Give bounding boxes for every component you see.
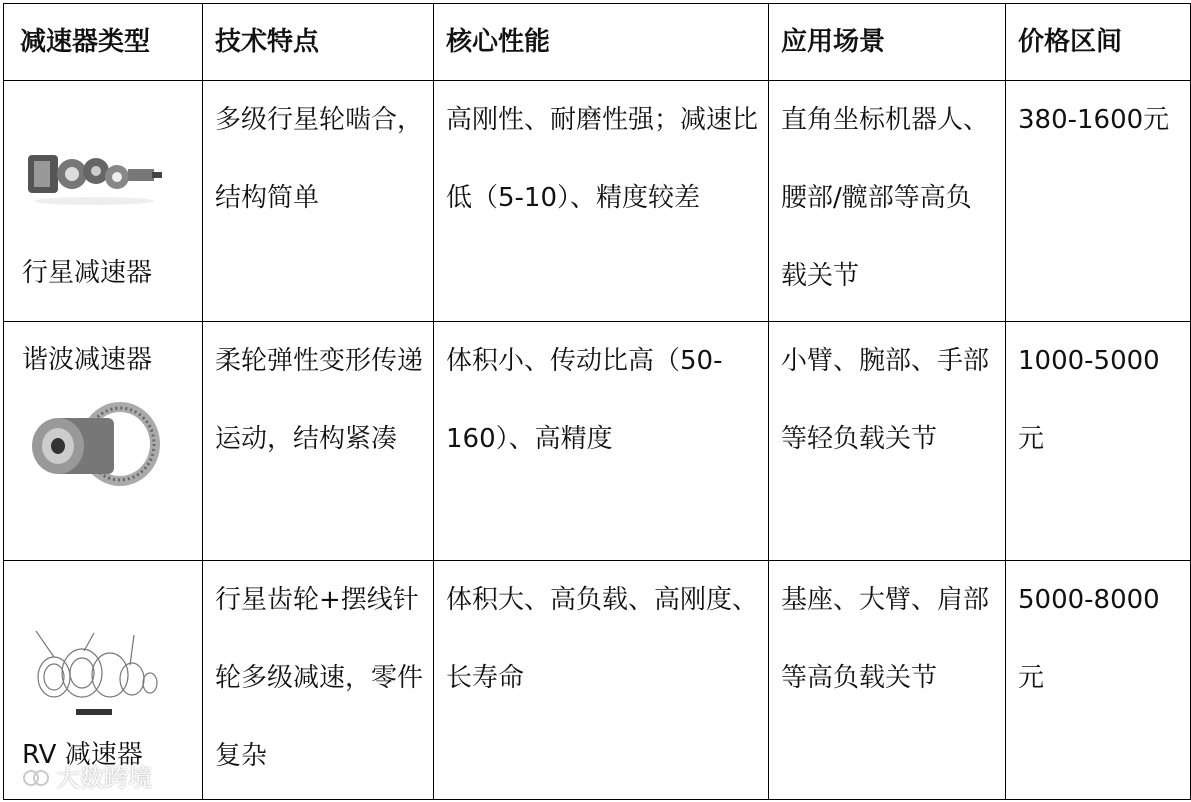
tech-cell: 行星齿轮+摆线针轮多级减速，零件复杂 xyxy=(203,561,434,800)
header-row xyxy=(4,4,1191,81)
app-cell: 基座、大臂、肩部等高负载关节 xyxy=(769,561,1006,800)
header-tech: 技术特点 xyxy=(203,4,434,81)
header-type: 减速器类型 xyxy=(4,4,203,81)
watermark-logo-icon xyxy=(22,766,50,790)
type-label: 谐波减速器 xyxy=(22,345,153,375)
header-price: 价格区间 xyxy=(1006,4,1191,81)
harmonic-drive-reducer-icon xyxy=(24,396,164,496)
perf-cell: 体积大、高负载、高刚度、长寿命 xyxy=(434,561,769,800)
price-cell: 380-1600元 xyxy=(1006,81,1191,322)
table-row xyxy=(4,81,1191,322)
planetary-gear-reducer-icon xyxy=(24,143,164,213)
perf-cell: 高刚性、耐磨性强；减速比低（5-10）、精度较差 xyxy=(434,81,769,322)
tech-cell: 柔轮弹性变形传递运动，结构紧凑 xyxy=(203,322,434,561)
app-cell: 直角坐标机器人、腰部/髋部等高负载关节 xyxy=(769,81,1006,322)
app-cell: 小臂、腕部、手部等轻负载关节 xyxy=(769,322,1006,561)
type-cell xyxy=(4,81,203,322)
table-row xyxy=(4,322,1191,561)
type-cell xyxy=(4,322,203,561)
table-row xyxy=(4,561,1191,800)
type-label: RV 减速器 xyxy=(22,740,143,770)
reducer-comparison-table xyxy=(3,3,1191,800)
header-perf: 核心性能 xyxy=(434,4,769,81)
tech-cell: 多级行星轮啮合，结构简单 xyxy=(203,81,434,322)
price-cell: 5000-8000元 xyxy=(1006,561,1191,800)
watermark-text: 大数跨境 xyxy=(56,764,152,792)
header-app: 应用场景 xyxy=(769,4,1006,81)
type-label: 行星减速器 xyxy=(22,258,153,288)
price-cell: 1000-5000元 xyxy=(1006,322,1191,561)
type-cell xyxy=(4,561,203,800)
perf-cell: 体积小、传动比高（50-160）、高精度 xyxy=(434,322,769,561)
rv-reducer-exploded-diagram-icon xyxy=(24,627,164,727)
watermark xyxy=(22,763,152,793)
